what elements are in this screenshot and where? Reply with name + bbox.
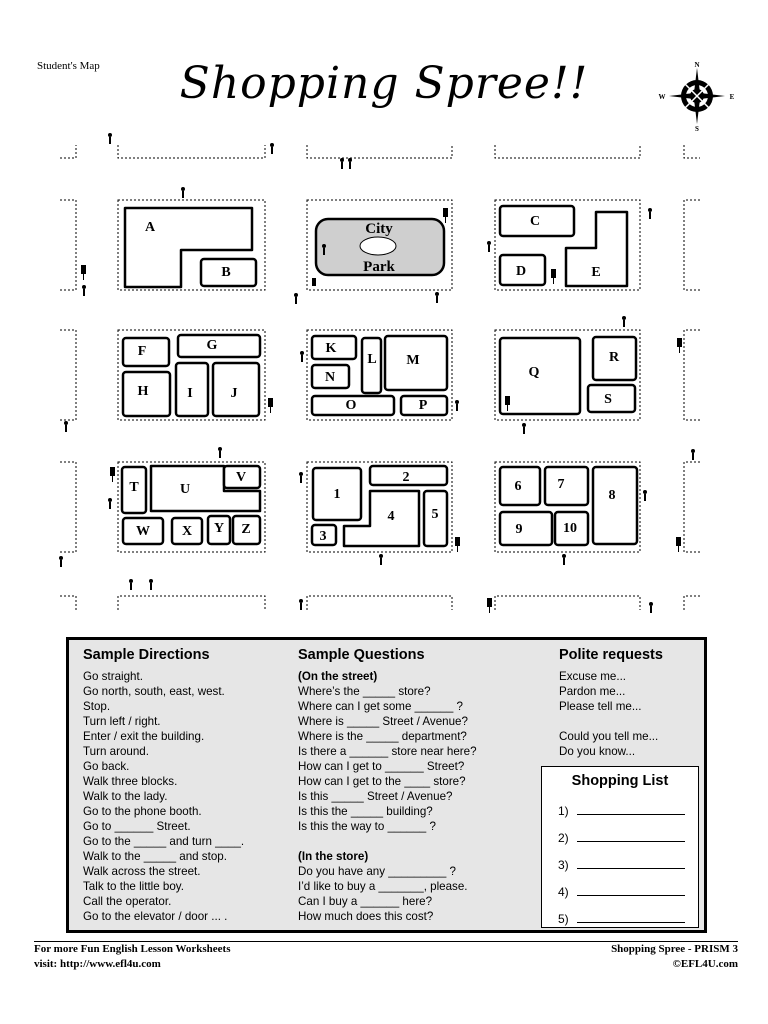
shopping-list-number: 3) <box>558 858 569 872</box>
label-m: M <box>406 353 420 368</box>
person-icon <box>299 599 303 603</box>
phone-booth-icon <box>110 467 115 476</box>
label-9: 9 <box>515 522 523 537</box>
shopping-list-row <box>558 911 685 926</box>
person-icon <box>643 490 647 494</box>
person-body <box>649 212 651 219</box>
building-9 <box>500 512 552 545</box>
park-label-bottom: Park <box>363 259 395 275</box>
shopping-list-blank[interactable] <box>577 884 685 896</box>
person-icon <box>82 285 86 289</box>
phone-booth-pole <box>112 476 113 482</box>
directions-heading: Sample Directions <box>83 647 210 663</box>
label-t: T <box>129 480 139 495</box>
label-d: D <box>515 264 527 279</box>
direction-item: Call the operator. <box>83 895 172 908</box>
direction-item: Go to the phone booth. <box>83 805 202 818</box>
person-icon <box>435 292 439 296</box>
label-8: 8 <box>608 488 616 503</box>
label-y: Y <box>213 521 225 536</box>
questions-heading: Sample Questions <box>298 647 425 663</box>
questions-column <box>298 648 477 924</box>
phone-booth-icon <box>487 598 492 607</box>
direction-item: Enter / exit the building. <box>83 730 205 743</box>
direction-item: Turn around. <box>83 745 149 758</box>
person-icon <box>649 602 653 606</box>
person-body <box>436 296 438 303</box>
person-icon <box>522 423 526 427</box>
shopping-list-row <box>558 803 685 818</box>
person-body <box>523 427 525 434</box>
person-body <box>60 560 62 567</box>
person-icon <box>562 554 566 558</box>
label-6: 6 <box>514 479 522 494</box>
compass-w: W <box>658 93 666 101</box>
phone-booth-pole <box>270 407 271 413</box>
street-question-item: Where can I get some ______ ? <box>298 700 463 713</box>
person-body <box>323 248 325 255</box>
polite-item: Could you tell me... <box>559 730 659 743</box>
person-icon <box>108 133 112 137</box>
corner-label: Student's Map <box>37 60 100 72</box>
phone-booth-icon <box>81 265 86 274</box>
person-icon <box>648 208 652 212</box>
label-h: H <box>137 384 149 399</box>
label-l: L <box>367 352 377 367</box>
person-icon <box>129 579 133 583</box>
store-question-item: Can I buy a ______ here? <box>298 895 433 908</box>
phone-booth-icon <box>455 537 460 546</box>
shopping-list-number: 2) <box>558 831 569 845</box>
person-body <box>271 147 273 154</box>
footer-divider <box>34 941 738 942</box>
person-body <box>380 558 382 565</box>
person-icon <box>348 158 352 162</box>
label-b: B <box>221 265 231 280</box>
shopping-list-number: 5) <box>558 912 569 926</box>
shopping-list-row <box>558 884 685 899</box>
person-body <box>644 494 646 501</box>
direction-item: Turn left / right. <box>83 715 161 728</box>
phone-booth-icon <box>676 537 681 546</box>
direction-item: Go to ______ Street. <box>83 820 191 833</box>
person-body <box>563 558 565 565</box>
label-w: W <box>136 524 150 539</box>
label-7: 7 <box>557 477 565 492</box>
label-5: 5 <box>431 507 439 522</box>
reference-panel <box>66 637 707 933</box>
polite-item: Pardon me... <box>559 685 626 698</box>
building-q <box>500 338 580 414</box>
person-icon <box>299 472 303 476</box>
phone-booth-pole <box>457 546 458 552</box>
building-7 <box>545 467 588 505</box>
phone-booth-pole <box>445 217 446 223</box>
compass-n: N <box>694 61 700 69</box>
label-a: A <box>144 220 156 235</box>
polite-item: Excuse me... <box>559 670 627 683</box>
label-2: 2 <box>402 470 410 485</box>
store-questions-list <box>298 864 477 924</box>
street-question-item: How can I get to the ____ store? <box>298 775 466 788</box>
person-body <box>109 137 111 144</box>
direction-item: Go to the _____ and turn ____. <box>83 835 245 848</box>
street-question-item: Is this the way to ______ ? <box>298 820 436 833</box>
page-title: Shopping Spree!! <box>179 58 589 109</box>
person-body <box>349 162 351 169</box>
label-3: 3 <box>319 529 327 544</box>
label-e: E <box>591 265 601 280</box>
label-q: Q <box>528 365 540 380</box>
person-body <box>456 404 458 411</box>
label-s: S <box>604 392 612 407</box>
person-body <box>488 245 490 252</box>
person-body <box>301 355 303 362</box>
label-o: O <box>345 398 357 413</box>
compass-e: E <box>729 93 735 101</box>
person-body <box>83 289 85 296</box>
person-body <box>109 502 111 509</box>
building-8 <box>593 467 637 544</box>
store-question-item: How much does this cost? <box>298 910 434 923</box>
label-r: R <box>608 350 620 365</box>
polite-list-a <box>559 669 663 714</box>
footer-copyright: ©EFL4U.com <box>672 958 738 970</box>
phone-booth-icon <box>551 269 556 278</box>
street-question-item: How can I get to ______ Street? <box>298 760 465 773</box>
person-body <box>150 583 152 590</box>
directions-list <box>83 669 244 924</box>
person-icon <box>108 498 112 502</box>
person-body <box>295 297 297 304</box>
park-label-top: City <box>365 221 393 237</box>
person-icon <box>294 293 298 297</box>
person-icon <box>487 241 491 245</box>
person-body <box>130 583 132 590</box>
shopping-list-blank[interactable] <box>577 857 685 869</box>
phone-booth-icon <box>443 208 448 217</box>
direction-item: Go north, south, east, west. <box>83 685 225 698</box>
person-body <box>65 425 67 432</box>
direction-item: Walk to the lady. <box>83 790 168 803</box>
label-f: F <box>137 344 147 359</box>
label-n: N <box>324 370 336 385</box>
person-icon <box>322 244 326 248</box>
compass-s: S <box>695 125 699 132</box>
shopping-list-blank[interactable] <box>577 911 685 923</box>
shopping-list-number: 4) <box>558 885 569 899</box>
phone-booth-icon <box>268 398 273 407</box>
footer-worksheet-title: Shopping Spree - PRISM 3 <box>611 943 738 955</box>
in-store-heading: (In the store) <box>298 850 369 863</box>
park-pond <box>360 237 396 255</box>
shopping-list-blank[interactable] <box>577 830 685 842</box>
label-p: P <box>418 398 428 413</box>
person-body <box>341 162 343 169</box>
person-body <box>182 191 184 198</box>
phone-booth-pole <box>489 607 490 613</box>
footer-url[interactable]: visit: http://www.efl4u.com <box>34 958 161 970</box>
phone-booth-icon <box>312 278 316 286</box>
directions-column <box>83 648 244 924</box>
person-icon <box>379 554 383 558</box>
building-g <box>178 335 260 357</box>
label-4: 4 <box>387 509 395 524</box>
direction-item: Go straight. <box>83 670 143 683</box>
street-question-item: Where is _____ Street / Avenue? <box>298 715 468 728</box>
street-questions-list <box>298 684 477 834</box>
direction-item: Walk to the _____ and stop. <box>83 850 227 863</box>
shopping-list-heading: Shopping List <box>571 773 669 789</box>
person-icon <box>270 143 274 147</box>
street-question-item: Where’s the _____ store? <box>298 685 431 698</box>
compass-rose-icon <box>657 60 737 132</box>
person-icon <box>300 351 304 355</box>
shopping-list-row <box>558 830 685 845</box>
phone-booth-pole <box>507 405 508 411</box>
label-g: G <box>206 338 218 353</box>
person-icon <box>64 421 68 425</box>
person-icon <box>181 187 185 191</box>
polite-list-b <box>559 729 663 759</box>
person-body <box>300 476 302 483</box>
on-street-heading: (On the street) <box>298 670 378 683</box>
phone-booth-icon <box>505 396 510 405</box>
label-k: K <box>325 341 337 356</box>
direction-item: Go back. <box>83 760 130 773</box>
label-i: I <box>187 386 193 401</box>
polite-item: Please tell me... <box>559 700 642 713</box>
phone-booth-pole <box>678 546 679 552</box>
person-body <box>650 606 652 613</box>
person-body <box>623 320 625 327</box>
label-c: C <box>529 214 541 229</box>
person-body <box>219 451 221 458</box>
shopping-list-blank[interactable] <box>577 803 685 815</box>
person-icon <box>59 556 63 560</box>
direction-item: Talk to the little boy. <box>83 880 184 893</box>
store-question-item: I’d like to buy a _______, please. <box>298 880 468 893</box>
person-icon <box>691 449 695 453</box>
person-icon <box>149 579 153 583</box>
street-question-item: Is there a ______ store near here? <box>298 745 477 758</box>
label-x: X <box>181 524 193 539</box>
shopping-list-number: 1) <box>558 804 569 818</box>
direction-item: Walk three blocks. <box>83 775 178 788</box>
store-question-item: Do you have any _________ ? <box>298 865 456 878</box>
polite-item: Do you know... <box>559 745 636 758</box>
person-icon <box>340 158 344 162</box>
person-body <box>692 453 694 460</box>
phone-booth-icon <box>677 338 682 347</box>
street-map <box>0 130 768 630</box>
shopping-list-row <box>558 857 685 872</box>
label-1: 1 <box>333 487 341 502</box>
phone-booth-pole <box>83 274 84 280</box>
label-j: J <box>230 386 238 401</box>
footer-promo: For more Fun English Lesson Worksheets <box>34 943 231 955</box>
person-icon <box>622 316 626 320</box>
label-v: V <box>235 470 247 485</box>
direction-item: Stop. <box>83 700 111 713</box>
person-icon <box>455 400 459 404</box>
street-question-item: Is this the _____ building? <box>298 805 433 818</box>
label-u: U <box>179 482 191 497</box>
polite-column <box>559 648 663 759</box>
person-body <box>300 603 302 610</box>
phone-booth-pole <box>553 278 554 284</box>
direction-item: Walk across the street. <box>83 865 201 878</box>
person-icon <box>218 447 222 451</box>
label-10: 10 <box>563 521 577 536</box>
street-question-item: Is this _____ Street / Avenue? <box>298 790 453 803</box>
direction-item: Go to the elevator / door ... . <box>83 910 228 923</box>
shopping-list-box <box>541 766 699 928</box>
polite-heading: Polite requests <box>559 647 663 663</box>
phone-booth-pole <box>679 347 680 353</box>
label-z: Z <box>241 522 251 537</box>
street-question-item: Where is the _____ department? <box>298 730 467 743</box>
